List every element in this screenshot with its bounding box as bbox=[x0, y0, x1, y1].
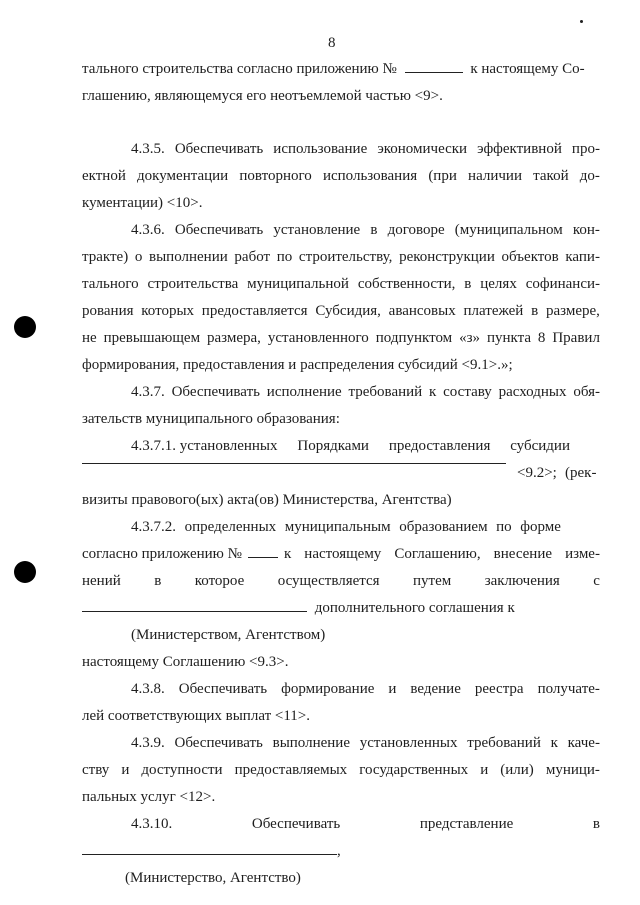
word: каче- bbox=[567, 735, 600, 751]
word: использование bbox=[273, 141, 368, 157]
word: Субсидия, bbox=[315, 303, 381, 319]
word: и bbox=[121, 762, 130, 778]
word: по bbox=[276, 249, 293, 265]
word: эффективной bbox=[477, 141, 562, 157]
word: в bbox=[531, 303, 539, 319]
reference-9-2: <9.2>; bbox=[517, 465, 557, 481]
word: Обеспечивать bbox=[174, 141, 264, 157]
word: повторного bbox=[239, 168, 312, 184]
word: исполнение bbox=[266, 384, 342, 400]
blank-field bbox=[248, 545, 278, 558]
word: представление bbox=[419, 816, 514, 832]
text-segment: , bbox=[337, 843, 341, 859]
caption-ministry-agency: (Министерство, Агентство) bbox=[125, 870, 301, 886]
word: по bbox=[496, 519, 512, 535]
word: и bbox=[480, 762, 489, 778]
word: до- bbox=[579, 168, 600, 184]
word: размера, bbox=[207, 330, 261, 346]
blank-field bbox=[82, 842, 337, 855]
punch-hole-upper bbox=[14, 316, 36, 338]
text-segment: согласно приложению № bbox=[82, 546, 242, 562]
text-line-4 bbox=[82, 167, 600, 185]
punch-hole-lower bbox=[14, 561, 36, 583]
word: составу bbox=[443, 384, 492, 400]
word: в bbox=[154, 573, 162, 589]
word: предоставляемых bbox=[234, 762, 348, 778]
word: заключения bbox=[484, 573, 560, 589]
word: Правил bbox=[552, 330, 600, 346]
word: 4.3.5. bbox=[131, 141, 165, 157]
word: к bbox=[550, 735, 558, 751]
word: в bbox=[370, 222, 378, 238]
text-line-1 bbox=[82, 60, 600, 78]
word: нений bbox=[82, 573, 121, 589]
paragraph-4-3-5 bbox=[131, 140, 600, 158]
word: не bbox=[82, 330, 97, 346]
word: договоре bbox=[387, 222, 445, 238]
word: Обеспечивать bbox=[171, 384, 260, 400]
text-line-18 bbox=[82, 545, 600, 563]
word: к bbox=[283, 546, 292, 562]
text-line-16: визиты правового(ых) акта(ов) Министерства, Агентства) bbox=[82, 492, 452, 508]
word: ектной bbox=[82, 168, 126, 184]
paragraph-4-3-7 bbox=[131, 383, 600, 401]
word: экономически bbox=[377, 141, 468, 157]
word: с bbox=[593, 573, 600, 589]
text-line-2: глашению, являющемуся его неотъемлемой частью <9>. bbox=[82, 88, 443, 104]
word: реконструкции bbox=[399, 249, 495, 265]
text-line-13: зательств муниципального образования: bbox=[82, 411, 340, 427]
text-segment: (рек- bbox=[565, 465, 597, 481]
word: о bbox=[134, 249, 143, 265]
word: (при bbox=[428, 168, 457, 184]
word: в bbox=[464, 276, 472, 292]
word: доступности bbox=[141, 762, 223, 778]
word: авансовых bbox=[388, 303, 456, 319]
word: муниципальным bbox=[284, 519, 391, 535]
paragraph-4-3-7-2 bbox=[131, 518, 561, 536]
word: установленного bbox=[267, 330, 369, 346]
word: (муниципальном bbox=[454, 222, 563, 238]
word: Обеспечивать bbox=[174, 735, 263, 751]
word: целях bbox=[480, 276, 517, 292]
word: (или) bbox=[500, 762, 534, 778]
caption-ministry: (Министерством, Агентством) bbox=[131, 627, 326, 643]
word: форме bbox=[520, 519, 561, 535]
word: превышающем bbox=[103, 330, 201, 346]
word: подпунктом bbox=[375, 330, 453, 346]
word: наличии bbox=[468, 168, 522, 184]
word: формирование bbox=[281, 681, 375, 697]
text-line-7 bbox=[82, 248, 600, 266]
word: внесение bbox=[493, 546, 553, 562]
word: собственности, bbox=[357, 276, 456, 292]
word: которых bbox=[141, 303, 195, 319]
word: рования bbox=[82, 303, 134, 319]
scan-speck bbox=[580, 20, 583, 23]
word: установленных bbox=[359, 735, 458, 751]
word: Порядками bbox=[297, 438, 369, 454]
text-line-24: лей соответствующих выплат <11>. bbox=[82, 708, 311, 724]
paragraph-4-3-8 bbox=[131, 680, 600, 698]
word: определенных bbox=[184, 519, 277, 535]
word: получате- bbox=[537, 681, 600, 697]
word: документации bbox=[137, 168, 229, 184]
word: Обеспечивать bbox=[174, 222, 264, 238]
paragraph-4-3-6 bbox=[131, 221, 600, 239]
word: про- bbox=[571, 141, 600, 157]
text-line-22: настоящему Соглашению <9.3>. bbox=[82, 654, 289, 670]
word: изме- bbox=[565, 546, 600, 562]
word: строительству, bbox=[298, 249, 393, 265]
word: выполнении bbox=[149, 249, 228, 265]
word: тракте) bbox=[82, 249, 129, 265]
word: размере, bbox=[545, 303, 600, 319]
word: 4.3.8. bbox=[131, 681, 165, 697]
word: расходных bbox=[498, 384, 567, 400]
word: и bbox=[388, 681, 397, 697]
word: 4.3.7. bbox=[131, 384, 165, 400]
word: Соглашению, bbox=[394, 546, 481, 562]
word: которое bbox=[194, 573, 245, 589]
word: путем bbox=[413, 573, 452, 589]
word: осуществляется bbox=[277, 573, 380, 589]
text-line-9 bbox=[82, 302, 600, 320]
word: кон- bbox=[572, 222, 600, 238]
word: образованием bbox=[399, 519, 488, 535]
text-line-10 bbox=[82, 329, 600, 347]
text-segment: к настоящему Со- bbox=[470, 61, 585, 77]
word: пункта bbox=[486, 330, 531, 346]
word: строительства bbox=[147, 276, 239, 292]
word: ведение bbox=[410, 681, 461, 697]
word: в bbox=[592, 816, 600, 832]
word: субсидии bbox=[510, 438, 570, 454]
text-segment: тального строительства согласно приложению № bbox=[82, 61, 397, 77]
word: к bbox=[429, 384, 437, 400]
text-line-19 bbox=[82, 572, 600, 590]
word: муници- bbox=[545, 762, 600, 778]
word: такой bbox=[533, 168, 569, 184]
word: настоящему bbox=[304, 546, 382, 562]
word: 4.3.10. bbox=[131, 816, 173, 832]
blank-field bbox=[82, 451, 506, 464]
word: реестра bbox=[474, 681, 524, 697]
text-line-27: пальных услуг <12>. bbox=[82, 789, 216, 805]
word: «з» bbox=[459, 330, 481, 346]
word: предоставляется bbox=[201, 303, 308, 319]
word: платежей bbox=[463, 303, 524, 319]
word: Обеспечивать bbox=[178, 681, 268, 697]
word: требований bbox=[348, 384, 423, 400]
word: требований bbox=[467, 735, 541, 751]
text-line-26 bbox=[82, 761, 600, 779]
word: работ bbox=[234, 249, 271, 265]
blank-field bbox=[82, 599, 307, 612]
paragraph-4-3-9 bbox=[131, 734, 600, 752]
word: установление bbox=[273, 222, 361, 238]
word: софинанси- bbox=[525, 276, 600, 292]
word: использования bbox=[322, 168, 418, 184]
word: Обеспечивать bbox=[251, 816, 341, 832]
word: 8 bbox=[537, 330, 546, 346]
word: государственных bbox=[359, 762, 469, 778]
word: обя- bbox=[573, 384, 600, 400]
text-line-20 bbox=[82, 599, 515, 617]
word: тального bbox=[82, 276, 139, 292]
text-line-5: кументации) <10>. bbox=[82, 195, 203, 211]
word: 4.3.7.2. bbox=[131, 519, 176, 535]
word: выполнение bbox=[272, 735, 350, 751]
blank-field bbox=[405, 60, 463, 73]
text-line-11: формирования, предоставления и распределения субсидий <9.1>.»; bbox=[82, 357, 513, 373]
word: муниципальной bbox=[247, 276, 349, 292]
text-line-29 bbox=[82, 842, 341, 860]
page-number: 8 bbox=[328, 35, 336, 51]
text-line-8 bbox=[82, 275, 600, 293]
word: объектов bbox=[501, 249, 559, 265]
paragraph-4-3-10 bbox=[131, 815, 600, 833]
word: 4.3.7.1. установленных bbox=[131, 438, 278, 454]
word: 4.3.9. bbox=[131, 735, 165, 751]
word: ству bbox=[82, 762, 110, 778]
word: 4.3.6. bbox=[131, 222, 165, 238]
text-segment: дополнительного соглашения к bbox=[314, 600, 515, 616]
word: капи- bbox=[565, 249, 600, 265]
word: предоставления bbox=[388, 438, 491, 454]
